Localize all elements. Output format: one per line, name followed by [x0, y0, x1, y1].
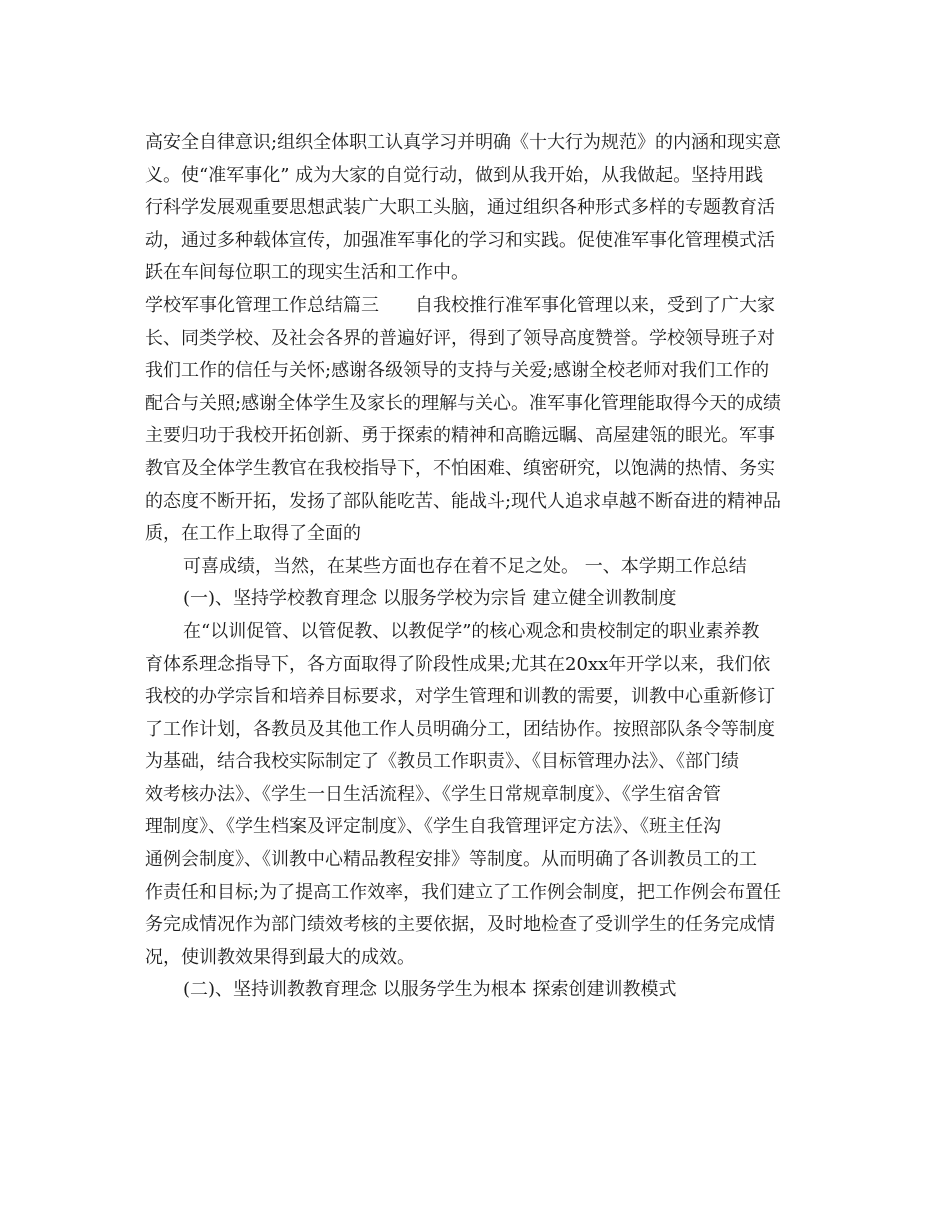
text-line: 长、同类学校、及社会各界的普遍好评，得到了领导高度赞誉。学校领导班子对: [145, 327, 775, 349]
text-line: 效考核办法》、《学生一日生活流程》、《学生日常规章制度》、《学生宿舍管: [145, 783, 721, 805]
text-line: 的态度不断开拓，发扬了部队能吃苦、能战斗;现代人追求卓越不断奋进的精神品: [145, 490, 782, 512]
text-line: 主要归功于我校开拓创新、勇于探索的精神和高瞻远瞩、高屋建瓴的眼光。军事: [145, 425, 775, 447]
text-line: 我们工作的信任与关怀;感谢各级领导的支持与关爱;感谢全校老师对我们工作的: [145, 360, 770, 382]
text-line: 行科学发展观重要思想武装广大职工头脑，通过组织各种形式多样的专题教育活: [145, 197, 775, 219]
text-line: 况，使训教效果得到最大的成效。: [145, 946, 415, 968]
text-line: 育体系理念指导下，各方面取得了阶段性成果;尤其在20xx年开学以来，我们依: [145, 653, 771, 675]
text-line: 理制度》、《学生档案及评定制度》、《学生自我管理评定方法》、《班主任沟: [145, 816, 721, 838]
text-line: 动，通过多种载体宣传，加强准军事化的学习和实践。促使准军事化管理模式活: [145, 229, 775, 251]
text-line: 教官及全体学生教官在我校指导下，不怕困难、缜密研究，以饱满的热情、务实: [145, 457, 775, 479]
text-line: 在“以训促管、以管促教、以教促学”的核心观念和贵校制定的职业素养教: [183, 620, 760, 642]
text-line: 义。使“准军事化” 成为大家的自觉行动，做到从我开始，从我做起。坚持用践: [145, 164, 764, 186]
text-line: 高安全自律意识;组织全体职工认真学习并明确《十大行为规范》的内涵和现实意: [145, 132, 782, 153]
text-line: 质，在工作上取得了全面的: [145, 523, 361, 545]
text-line: 跃在车间每位职工的现实生活和工作中。: [145, 262, 469, 284]
text-line: 通例会制度》、《训教中心精品教程安排》等制度。从而明确了各训教员工的工: [145, 849, 757, 871]
text-line: 可喜成绩，当然，在某些方面也存在着不足之处。 一、本学期工作总结: [183, 555, 747, 577]
text-line: 务完成情况作为部门绩效考核的主要依据，及时地检查了受训学生的任务完成情: [145, 914, 775, 936]
text-line: 作责任和目标;为了提高工作效率，我们建立了工作例会制度，把工作例会布置任: [145, 881, 782, 903]
subheading-line: (二)、坚持训教教育理念 以服务学生为根本 探索创建训教模式: [183, 979, 677, 1001]
text-line: 配合与关照;感谢全体学生及家长的理解与关心。准军事化管理能取得今天的成绩: [145, 392, 782, 414]
document-body: [145, 127, 810, 1007]
text-line: 我校的办学宗旨和培养目标要求，对学生管理和训教的需要，训教中心重新修订: [145, 686, 775, 708]
section-heading-line: 学校军事化管理工作总结篇三 自我校推行准军事化管理以来，受到了广大家: [145, 294, 775, 316]
subheading-line: (一)、坚持学校教育理念 以服务学校为宗旨 建立健全训教制度: [183, 588, 677, 610]
text-line: 了工作计划，各教员及其他工作人员明确分工，团结协作。按照部队条令等制度: [145, 718, 775, 740]
text-line: 为基础，结合我校实际制定了《教员工作职责》、《目标管理办法》、《部门绩: [145, 751, 739, 773]
